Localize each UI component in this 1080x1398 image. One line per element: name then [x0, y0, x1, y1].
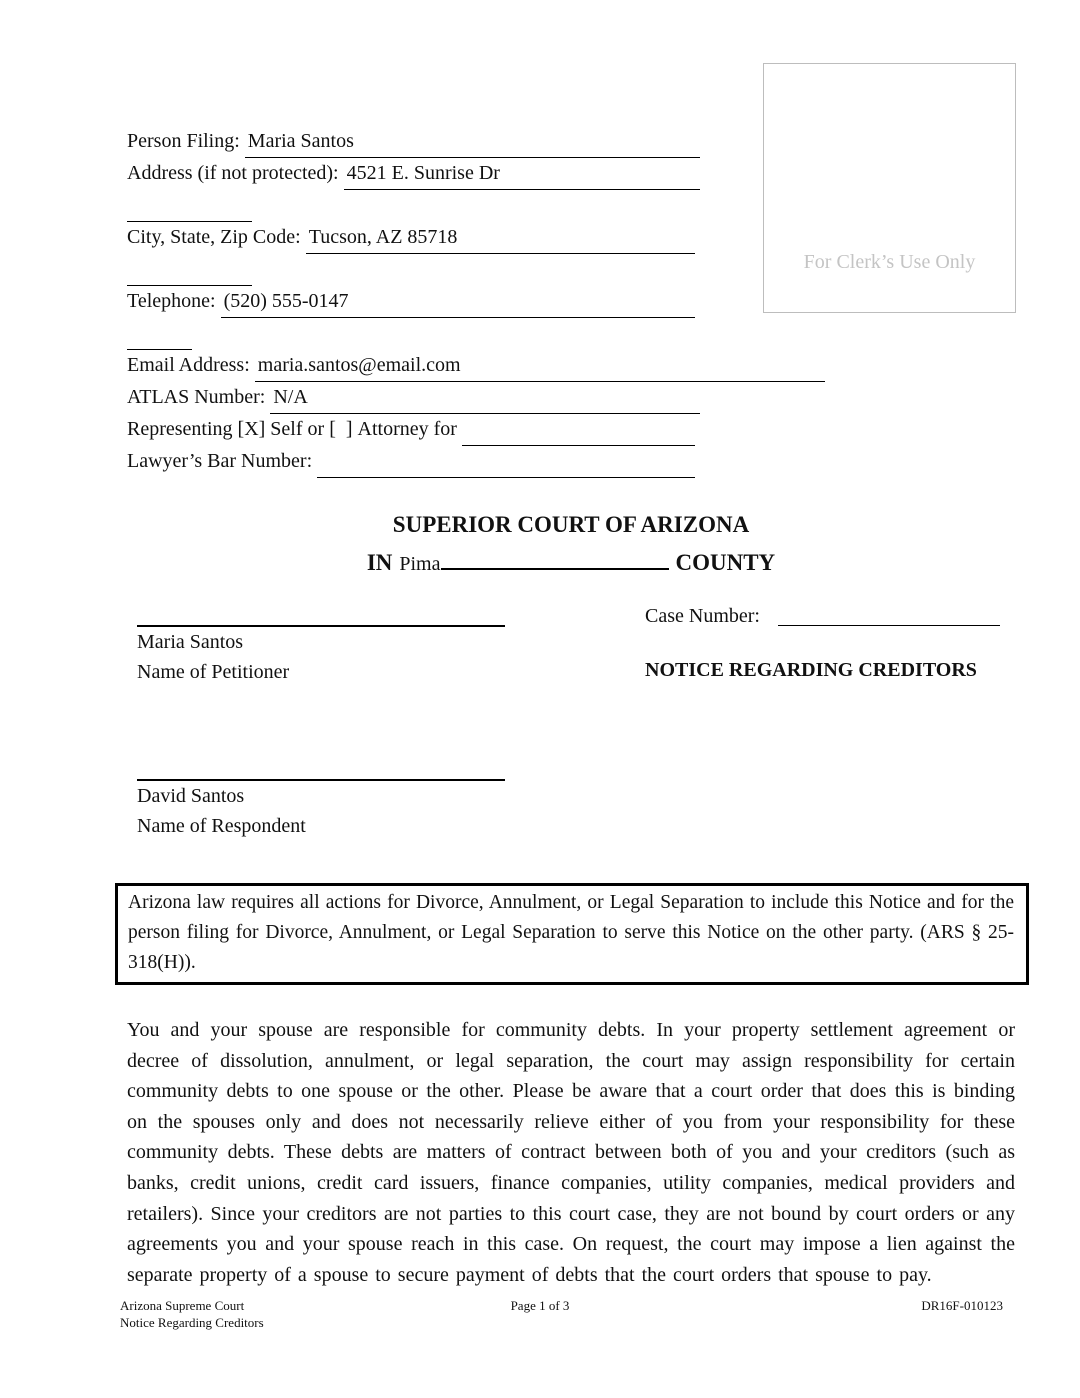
county-value: Pima — [399, 553, 441, 575]
person-filing-input[interactable] — [245, 126, 700, 158]
footer-page-number: Page 1 of 3 — [510, 1298, 570, 1313]
clerk-use-only-box — [763, 63, 1016, 313]
court-heading — [127, 506, 1015, 583]
petitioner-name: Maria Santos — [137, 631, 244, 653]
field-person-filing — [127, 126, 700, 158]
atlas-number-label: ATLAS Number: — [127, 386, 266, 408]
field-atlas-number — [127, 382, 700, 414]
field-telephone — [127, 286, 695, 318]
footer-court-name: Arizona Supreme Court — [120, 1298, 245, 1313]
address-value: 4521 E. Sunrise Dr — [346, 162, 500, 184]
representing-label: Representing — [127, 418, 233, 440]
email-input[interactable] — [255, 350, 825, 382]
telephone-continuation-underline[interactable] — [127, 318, 192, 350]
email-label: Email Address: — [127, 354, 250, 376]
petitioner-label: Name of Petitioner — [137, 661, 290, 683]
case-number-row — [645, 607, 1015, 625]
address-label: Address (if not protected): — [127, 162, 339, 184]
court-title: SUPERIOR COURT OF ARIZONA — [392, 512, 750, 537]
atlas-number-input[interactable] — [270, 382, 700, 414]
attorney-for-input[interactable] — [462, 414, 695, 446]
email-value: maria.santos@email.com — [257, 354, 461, 376]
county-line — [127, 544, 1015, 583]
respondent-block — [137, 761, 505, 841]
city-continuation-underline[interactable] — [127, 254, 252, 286]
county-label: COUNTY — [675, 550, 776, 575]
telephone-input[interactable] — [221, 286, 695, 318]
county-entry — [399, 545, 668, 583]
field-email — [127, 350, 825, 382]
creditors-notice-paragraph: You and your spouse are responsible for community debts. In your property settlement agreement or decree of dissolution, annulment, or legal separation, the court may assign responsibility for certain community debts to one spouse or the other. Please be aware that a court order that does this is binding on the spouses only and does not necessarily relieve either of you from your responsibility for these community debts. These debts are matters of contract between both of you and your creditors (such as banks, credit unions, credit card issuers, finance companies, utility companies, medical providers and retailers). Since your creditors are not parties to this court case, they are not bound by court orders or any agreements you and your spouse reach in this case. On request, the court may impose a lien against the separate property of a spouse to secure payment of debts that the court orders that spouse to pay. — [127, 1019, 1015, 1286]
statutory-notice-box — [115, 883, 1029, 985]
respondent-label: Name of Respondent — [137, 815, 306, 837]
city-state-zip-value: Tucson, AZ 85718 — [308, 226, 458, 248]
bar-number-label: Lawyer’s Bar Number: — [127, 450, 313, 472]
person-filing-label: Person Filing: — [127, 130, 240, 152]
document-title: NOTICE REGARDING CREDITORS — [645, 659, 977, 681]
address-input[interactable] — [344, 158, 700, 190]
bar-number-input[interactable] — [317, 446, 695, 478]
telephone-label: Telephone: — [127, 290, 216, 312]
address-continuation-underline[interactable] — [127, 190, 252, 222]
field-address — [127, 158, 700, 190]
atlas-number-value: N/A — [273, 386, 308, 408]
case-caption — [137, 607, 1015, 687]
case-number-label: Case Number: — [645, 605, 760, 627]
clerk-use-only-label: For Clerk’s Use Only — [803, 251, 976, 273]
footer-form-name: Notice Regarding Creditors — [120, 1315, 264, 1330]
county-input[interactable] — [441, 568, 669, 570]
telephone-continuation-line — [127, 318, 1015, 350]
telephone-value: (520) 555-0147 — [223, 290, 349, 312]
city-state-zip-input[interactable] — [306, 222, 695, 254]
self-checkbox[interactable]: [X] — [237, 418, 266, 440]
petitioner-name-underline — [137, 607, 505, 627]
case-title-block — [645, 607, 1015, 687]
respondent-name-underline — [137, 761, 505, 781]
in-label: IN — [366, 550, 393, 575]
field-city-state-zip — [127, 222, 695, 254]
self-label: Self or — [270, 418, 325, 440]
attorney-for-label: Attorney for — [357, 418, 457, 440]
field-bar-number — [127, 446, 695, 478]
respondent-name: David Santos — [137, 785, 245, 807]
person-filing-value: Maria Santos — [247, 130, 354, 152]
city-state-zip-label: City, State, Zip Code: — [127, 226, 301, 248]
statutory-notice-text: Arizona law requires all actions for Divorce, Annulment, or Legal Separation to include this Notice and for the person filing for Divorce, Annulment, or Legal Separation to serve this Notice on the other party. (ARS § 25-318(H)). — [128, 892, 1014, 973]
petitioner-block — [137, 607, 505, 687]
attorney-checkbox[interactable]: [ ] — [329, 418, 353, 440]
field-representing — [127, 414, 695, 446]
footer-form-code: DR16F-010123 — [921, 1298, 1003, 1313]
case-number-input[interactable] — [778, 607, 1000, 626]
